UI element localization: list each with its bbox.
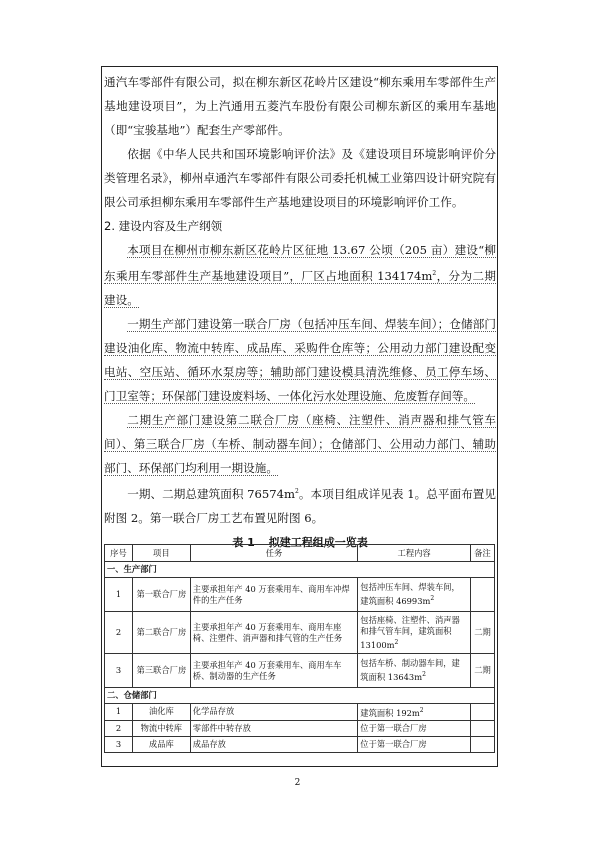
total-area-main: 一期、二期总建筑面积 76574m bbox=[127, 486, 296, 501]
site-area-text bbox=[104, 243, 496, 308]
phase1-text: 一期生产部门建设第一联合厂房（包括冲压车间、焊装车间）；仓储部门建设油化库、物流中转库、成品库、采购件仓库等；公用动力部门建设配变电站、空压站、循环水泵房等；辅助部门建设模具清洗维修、员工停车场、门卫室等；环保部门建设废料场、一体化污水处理设施、危废暂存间等。 bbox=[104, 316, 496, 403]
cell-no: 1 bbox=[105, 704, 133, 721]
group-row-production bbox=[105, 562, 495, 578]
cell-task: 成品存放 bbox=[190, 736, 357, 752]
cell-item: 第三联合厂房 bbox=[132, 654, 190, 688]
header-note: 备注 bbox=[471, 545, 495, 562]
table-row bbox=[105, 612, 495, 654]
cell-content bbox=[358, 612, 471, 654]
cell-task: 化学品存放 bbox=[190, 704, 357, 721]
project-composition-table bbox=[104, 544, 495, 753]
header-content: 工程内容 bbox=[358, 545, 471, 562]
cell-content-text: 建筑面积 192m bbox=[360, 707, 420, 718]
cell-content bbox=[358, 578, 471, 612]
table-caption-title: 拟建工程组成一览表 bbox=[268, 535, 368, 549]
cell-note bbox=[471, 578, 495, 612]
cell-content-text: 包括座椅、注塑件、消声器和排气管车间，建筑面积 13100m bbox=[360, 614, 460, 650]
paragraph-total-area bbox=[104, 480, 496, 530]
paragraph-site-area bbox=[104, 238, 496, 312]
paragraph-intro: 通汽车零部件有限公司，拟在柳东新区花岭片区建设“柳东乘用车零部件生产基地建设项目”，为上汽通用五菱汽车股份有限公司柳东新区的乘用车基地（即“宝骏基地”）配套生产零部件。 bbox=[104, 75, 496, 137]
cell-task: 主要承担年产 40 万套乘用车、商用车冲焊件的生产任务 bbox=[190, 578, 357, 612]
site-area-sup: 2 bbox=[432, 270, 437, 277]
cell-no: 3 bbox=[105, 736, 133, 752]
cell-content bbox=[358, 654, 471, 688]
group-label-production: 一、生产部门 bbox=[105, 562, 495, 578]
table-caption-number: 表 1 bbox=[232, 535, 255, 549]
header-no: 序号 bbox=[105, 545, 133, 562]
site-area-tail: ，分为二期建设。 bbox=[104, 268, 496, 307]
cell-note: 二期 bbox=[471, 654, 495, 688]
paragraph-legal-basis: 依据《中华人民共和国环境影响评价法》及《建设项目环境影响评价分类管理名录》，柳州卓通汽车零部件有限公司委托机械工业第四设计研究院有限公司承担柳东乘用车零部件生产基地建设项目的环境影响评价工作。 bbox=[104, 147, 496, 209]
cell-content: 位于第一联合厂房 bbox=[358, 736, 471, 752]
phase2-text: 二期生产部门建设第二联合厂房（座椅、注塑件、消声器和排气管车间）、第三联合厂房（车桥、制动器车间）；仓储部门、公用动力部门、辅助部门、环保部门均利用一期设施。 bbox=[104, 412, 496, 475]
cell-content-sup: 2 bbox=[419, 707, 424, 714]
cell-no: 3 bbox=[105, 654, 133, 688]
group-row-storage bbox=[105, 688, 495, 704]
cell-note bbox=[471, 720, 495, 736]
cell-task: 主要承担年产 40 万套乘用车、商用车车桥、制动器的生产任务 bbox=[190, 654, 357, 688]
paragraph-phase1 bbox=[104, 312, 496, 408]
cell-no: 2 bbox=[105, 612, 133, 654]
cell-item: 物流中转库 bbox=[132, 720, 190, 736]
group-label-storage: 二、仓储部门 bbox=[105, 688, 495, 704]
cell-task: 主要承担年产 40 万套乘用车、商用车座椅、注塑件、消声器和排气管的生产任务 bbox=[190, 612, 357, 654]
report-body bbox=[104, 70, 496, 553]
total-area-sup: 2 bbox=[295, 487, 299, 495]
paragraph-phase2 bbox=[104, 408, 496, 480]
page-number: 2 bbox=[294, 778, 301, 788]
cell-content bbox=[358, 704, 471, 721]
cell-note bbox=[471, 736, 495, 752]
cell-content-sup: 2 bbox=[394, 638, 399, 646]
cell-content-text: 包括车桥、制动器车间，建筑面积 13643m bbox=[360, 658, 460, 682]
table-row bbox=[105, 736, 495, 752]
cell-item: 成品库 bbox=[132, 736, 190, 752]
cell-note bbox=[471, 704, 495, 721]
cell-note: 二期 bbox=[471, 612, 495, 654]
table-row bbox=[105, 720, 495, 736]
header-task: 任务 bbox=[190, 545, 357, 562]
cell-content-text: 包括冲压车间、焊装车间，建筑面积 46993m bbox=[360, 582, 460, 606]
cell-content: 位于第一联合厂房 bbox=[358, 720, 471, 736]
cell-content-sup: 2 bbox=[422, 671, 426, 679]
section-heading-construction: 2. 建设内容及生产纲领 bbox=[104, 219, 223, 233]
table-row bbox=[105, 704, 495, 721]
table-header-row bbox=[105, 545, 495, 562]
cell-item: 第一联合厂房 bbox=[132, 578, 190, 612]
header-item: 项目 bbox=[132, 545, 190, 562]
table-row bbox=[105, 654, 495, 688]
cell-no: 2 bbox=[105, 720, 133, 736]
cell-item: 油化库 bbox=[132, 704, 190, 721]
cell-content-sup: 2 bbox=[430, 595, 435, 603]
cell-item: 第二联合厂房 bbox=[132, 612, 190, 654]
total-area-tail: 。本项目组成详见表 1。总平面布置见附图 2。第一联合厂房工艺布置见附图 6。 bbox=[104, 486, 496, 525]
site-area-main: 本项目在柳州市柳东新区花岭片区征地 13.67 公顷（205 亩）建设“柳东乘用车零部件生产基地建设项目”，厂区占地面积 134174m bbox=[104, 243, 496, 283]
cell-task: 零部件中转存放 bbox=[190, 720, 357, 736]
cell-no: 1 bbox=[105, 578, 133, 612]
table-row bbox=[105, 578, 495, 612]
